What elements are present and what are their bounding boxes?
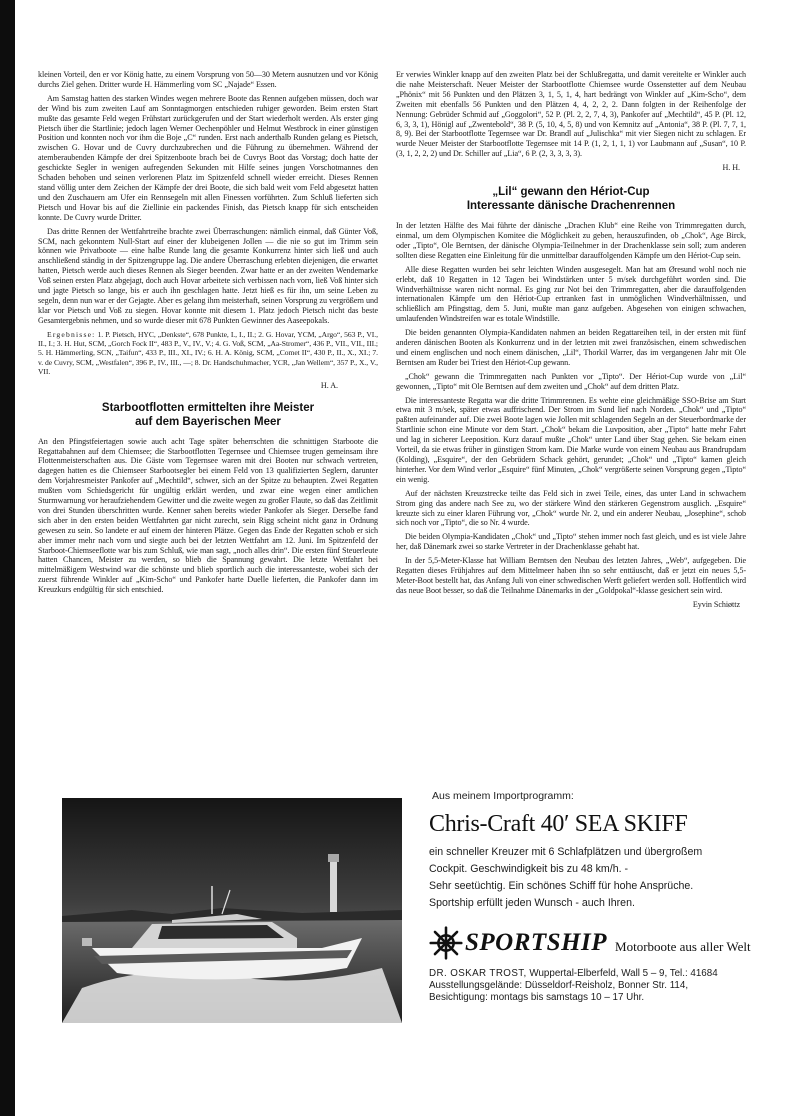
article3-paragraph: Alle diese Regatten wurden bei sehr leichten Winden ausgesegelt. Man hat am Øresund wohl noch nie erlebt, daß 10 Regatten in 12 Tagen bei Windstärken unter 5 m/sek durchgeführt worden sind. Die Windverhältnisse waren nicht normal. Es ging zur Not bei den Trimmregatten, aber die darauffolgenden internationalen Kämpfe um den Hériot-Cup ertranken fast in unmöglichen Windverhältnissen, und schließlich am Pfingsttag, dem 5. Juni, mußte man ganz aufgeben. Abgesehen von einigen schwachen, umlaufenden Windstreifen war es totale Windstille.	[396, 264, 746, 324]
ad-import-line: Aus meinem Importprogramm:	[432, 790, 574, 802]
ad-description-line: Sportship erfüllt jeden Wunsch - auch Ihren.	[429, 897, 635, 909]
ad-title: Chris-Craft 40′ SEA SKIFF	[429, 811, 688, 837]
ad-text-block	[429, 790, 759, 1004]
article2-continuation: Er verwies Winkler knapp auf den zweiten Platz bei der Schlußregatta, und damit vereitelte er Winkler auch die nahe Meisterschaft. Neuer Meister der Starbootflotte Chiemsee wurde Ossenstetter auf dem Neubau „Phönix“ mit 56 Punkten und den Plätzen 3, 1, 5, 1, 4, hart bedrängt von Winkler auf „Kim-Scho“, dem Zweiten mit ebenfalls 56 Punkten und den Plätzen 4, 4, 2, 2, 2. Dann folgten in der Reihenfolge der Nennung: Gebrüder Schmid auf „Goggolori“, 52 P. (Pl. 2, 2, 7, 4, 3), Pankofer auf „Mechtild“, 45 P. (Pl. 12, 6, 3, 3, 1), Hönigl auf „Zwentebold“, 38 P. (5, 10, 4, 5, 8) und von Kemnitz auf „Antonia“, 38 P. (Pl. 7, 7, 1, 8, 9). Bei der Starbootflotte Tegernsee war Dr. Brandl auf „Julischka“ mit vier Siegen nicht zu schlagen. Er wurde Neuer Meister der Starbootflotte Tegernsee mit 14 P. (1, 2, 1, 1, 1) vor Laubmann auf „Susan“, 10 P. (3, 1, 2, 2, 2) und Dr. Schiller auf „Lia“, 6 P. (2, 3, 3, 3, 3).	[396, 70, 746, 159]
article3-paragraph: In der letzten Hälfte des Mai führte der dänische „Drachen Klub“ eine Reihe von Trimmregatten durch, einmal, um dem Olympischen Komitee die Möglichkeit zu geben, herauszufinden, ob „Chok“, Age Birck, oder „Tipto“, Ole Berntsen, der dänische Olympia-Teilnehmer in der Drachenklasse sein soll; zum anderen sollten diese Regatten eine Einleitung für die unmittelbar darauffolgenden Kämpfe um den Hériot-Cup sein.	[396, 221, 746, 260]
article3-headline	[396, 185, 746, 213]
ad-description-line: Cockpit. Geschwindigkeit bis zu 48 km/h. -	[429, 863, 629, 875]
boat-photo	[62, 798, 402, 1023]
ad-description-line: Sehr seetüchtig. Ein schönes Schiff für hohe Ansprüche.	[429, 880, 694, 892]
article1-paragraph: kleinen Vorteil, den er vor König hatte, zu einem Vorsprung von 50—30 Metern ausnutzen und vor König durchs Ziel gehen. Dritter wurde H. Hämmerling vom SC „Najade“ Essen.	[38, 70, 378, 89]
left-column	[38, 70, 378, 599]
article2-headline-line2: auf dem Bayerischen Meer	[135, 415, 281, 428]
boat-photo-image	[62, 798, 402, 1023]
article3-headline-line1: „Lil“ gewann den Hériot-Cup	[492, 186, 650, 199]
article1-signature: H. A.	[320, 380, 338, 390]
article2-paragraph: An den Pfingstfeiertagen sowie auch acht Tage später beherrschten die schnittigen Starboote die Regattabahnen auf dem Chiemsee; die Starbootflotten Tegernsee und Chiemsee trugen gemeinsam ihre Flottenmeisterschaften aus. Die Gäste vom Tegernsee waren mit drei Booten nur schwach vertreten, dagegen hatten es die Chiemseer Starbootsegler bei einem Feld von 13 qualifizierten Seglern, darunter dem Vorjahresmeister Pankofer auf „Mechtild“, schwer, sich an der Spitze zu behaupten. Zwei Regatten mußten vom Schiedsgericht für ungültig erklärt werden, und zwar eine wegen einer amtlichen Sturmwarnung vor heraufziehendem Gewitter und die zweite wegen zu großer Flaute, so daß das Zeitlimit von drei Stunden überschritten wurde. Kenner sahen bereits wieder Pankofer als Sieger. Derselbe fand sich aber in den ersten beiden Wettfahrten gar nicht zurecht, sein Rigg scheint nicht ganz in Ordnung gewesen zu sein. So landete er auf einem der hinteren Plätze. Gegen das Ende der Regatten schob er sich aber immer mehr nach vorn und siegte auch bei der letzten Wettfahrt am 12. Juni. Im Spitzenfeld der Starboot-Chiemseeflotte war bis zum Schluß, wie man sagt, „noch alles drin“. Die ersten fünf Steuerleute hatten Chancen, Meister zu werden, so blieb die Spannung gewahrt. Die letzte Wettfahrt bei mittelmäßigem Westwind war die schönste und blieb sportlich auch die interessanteste, wobei sich der zuerst führende Winkler auf „Kim-Scho“ und Pankofer harte Duelle lieferten, die Pankofer dann im Kreuzkurs endgültig für sich entschied.	[38, 436, 378, 595]
brand-logo-text: SPORTSHIP	[465, 929, 608, 956]
article3-paragraph: In der 5,5-Meter-Klasse hat William Berntsen den Neubau des letzten Jahres, „Web“, aufgegeben. Die Regatten dieses Frühjahres auf dem Mittelmeer haben ihn so sehr enttäuscht, daß er jetzt ein neues 5,5-Meter-Boot bestellt hat, das Anfang Juli von einer schwedischen Werft geliefert werden soll. Hoffentlich wird das neue Boot besser, so daß die Teilnahme Dänemarks in der „Goldpokal“-klasse gesichert sein wird.	[396, 556, 746, 595]
article3-paragraph: Die interessanteste Regatta war die dritte Trimmrennen. Es wehte eine gleichmäßige SSO-Brise am Start etwa mit 3 m/sek, später etwas auffrischend. Der Strom im Sund lief nach Norden. „Chok“ und „Tipto“ paßten aufeinander auf. Die zwei Boote lagen wie Jollen mit schlagenden Segeln an der Steuerbordmarke der Startlinie schon eine Minute vor dem Start. „Chok“ bekam die Luvposition, aber „Tipto“ hatte mehr Fahrt und lag in sicherer Leeposition. Kurz darauf mußte „Chok“ unter Land über Stag gehen. Sie bekam einen Vorteil, da sie etwas früher in günstigen Strom kam. Die Marke wurde von einem Neubau aus Brandrupdam (Kolding), „Esquire“, der den Gebrüdern Schack gehört, gerundet; „Chok“ und „Tipto“ kamen gleich hinterher. Vor dem Wind verlor „Esquire“ fünf Minuten, „Chok“ vergrößerte seinen Vorsprung gegen „Tipto“ ein wenig.	[396, 395, 746, 484]
ad-address-rest: Wuppertal-Elberfeld, Wall 5 – 9, Tel.: 41684	[529, 968, 718, 979]
ad-exhibition: Ausstellungsgelände: Düsseldorf-Reisholz, Bonner Str. 114,	[429, 980, 689, 991]
right-column	[396, 70, 746, 616]
results-paragraph	[38, 330, 378, 377]
article3-paragraph: Auf der nächsten Kreuzstrecke teilte das Feld sich in zwei Teile, eines, das unter Land in schwachem Strom ging das andere nach See zu, wo der stärkere Wind den stärkeren Gegenstrom ausglich. „Esquire“ kreuzte sich zu einer klaren Führung vor, „Chok“ wurde Nr. 2, und ein anderer Neubau, „Josephine“, schob sich noch vor „Tipto“, die so Nr. 4 wurde.	[396, 488, 746, 528]
article3-headline-line2: Interessante dänische Drachenrennen	[466, 200, 676, 213]
brand-row	[429, 926, 759, 960]
ad-description-line: ein schneller Kreuzer mit 6 Schlafplätzen und übergroßem	[429, 846, 703, 858]
ship-wheel-icon	[429, 926, 463, 960]
results-text: 1. P. Pietsch, HYC, „Denkste“, 678 Punkte, I., I., II.; 2. G. Hovar, YCM, „Argo“, 563 P., VI., II., I.; 3. H. Hut, SCM, „Gorch Fock II“, 483 P., V., IV., V.; 4. G. Voß, SCM, „Aa-Stromer“, 436 P., VII., VII., III.; 5. H. Hämmerling, SCN, „Taifun“, 433 P., III., XI., IV.; 6. H. A. König, SCM, „Comet II“, 430 P., II., X., XI.; 7. v. de Cuvry, SCM, „Westfalen“, 396 P., IV., III., —; 8. Dr. Handschuhmacher, YCR, „Jan Wellem“, 357 P., X., V., VII.	[38, 329, 378, 377]
article1-paragraph: Am Samstag hatten des starken Windes wegen mehrere Boote das Rennen aufgeben müssen, doch war der Wind bis zum zweiten Lauf am Sonntagmorgen entschieden ruhiger geworden. Beim ersten Start mußte das gesamte Feld wegen Frühstart zurückgerufen und der Start wiederholt werden. Als erster ging Pietsch über die Startlinie; jedoch lagen Werner Oechenpöhler und Helmut Westbrock in einer günstigen Position und konnten noch vor ihm die Boje „C“ runden. Erst nach anderthalb Runden gelang es Pietsch, zwischen G. Hovar und de Cuvry durchzubrechen und die Führung zu übernehmen. Während der atemberaubenden Kämpfe der drei Spitzenboote brach bei de Cuvrys Boot das Vorstag; doch hatte der geschickte Segler in wenigen aufregenden Sekunden mit Hilfe seines jungen Vorschotmannes den Schaden behoben und seinen verlorenen Platz im Spitzenfeld schnell wieder erreicht. Dieses Rennen stand völlig unter dem Zeichen der Kämpfe der drei Boote, die sich bald weit vom Feld abgesetzt hatten und den Zuschauern am Ufer ein Rennsegeln mit allen Finessen vorführten. Zum Schluß lieferten sich Pietsch und Hovar bis auf die Ziellinie ein packendes Finish, das Pietsch knapp für sich entscheiden konnte. De Cuvry wurde Dritter.	[38, 93, 378, 222]
advertisement	[62, 790, 757, 1070]
scan-binding-edge	[0, 0, 15, 1116]
article2-headline-line1: Starbootflotten ermittelten ihre Meister	[101, 401, 315, 414]
results-label: Ergebnisse:	[47, 329, 96, 339]
article2-signature: H. H.	[722, 163, 740, 173]
article3-signature: Eyvin Schiøttz	[692, 599, 740, 609]
brand-tagline: Motorboote aus aller Welt	[615, 939, 751, 954]
article3-paragraph: Die beiden genannten Olympia-Kandidaten nahmen an beiden Regattareihen teil, in der ersten mit fünf anderen dänischen Booten als Konkurrenz und in der letzten mit zwei französischen, einem schwedischen und einem englischen und noch einem dänischen, „Lil“, Thorkil Warrer, das im vergangenen Jahr mit Ole Berntsen am Ruder bei Triest den Hériot-Cup gewann.	[396, 328, 746, 367]
ad-address-name: DR. OSKAR TROST,	[429, 968, 527, 979]
article1-paragraph: Das dritte Rennen der Wettfahrtreihe brachte zwei Überraschungen: nämlich einmal, daß Günter Voß, SCM, nach gekonntem Null-Start auf einer der klubeigenen Jollen — die nie so gut im Trimm sein können wie Privatboote — eine halbe Runde lang die gesamte Konkurrenz hinter sich ließ und auch anschließend ständig in der Spitzengruppe lag. Die andere Überraschung erlebten diejenigen, die erwartet hatten, Pietsch werde auch dieses Rennen als Sieger beenden. Zwar hatte er an der zweiten Wendemarke Voß seinen ersten Platz abgejagt, doch auch Hovar arbeitete sich verbissen nach vorn, ließ Voß hinter sich und jagte Pietsch so lange, bis er auch ihn geschlagen hatte. Jetzt hieß es für ihn, um seine Leben zu segeln, denn nun war er der Gejagte. Aber es gelang ihm meisterhaft, seinen Vorsprung zu vergrößern und klar vor Pietsch und Voß zu siegen. Hovar konnte mit diesem 1. Platz jedoch Pietsch nicht das beste Gesamtergebnis nehmen, und so wurde dieser mit 678 Punkten Gewinner des Aaseepokals.	[38, 226, 378, 325]
ad-address	[429, 968, 759, 1004]
article3-paragraph: Die beiden Olympia-Kandidaten „Chok“ und „Tipto“ stehen immer noch fast gleich, und es ist viele Jahre her, daß Dänemark zwei so starke Vertreter in der Drachenklasse gehabt hat.	[396, 532, 746, 552]
article3-paragraph: „Chok“ gewann die Trimmregatten nach Punkten vor „Tipto“. Der Hériot-Cup wurde von „Lil“ gewonnen, „Tipto“ mit Ole Berntsen auf dem zweiten und „Chok“ auf dem dritten Platz.	[396, 371, 746, 391]
article2-headline	[38, 401, 378, 429]
ad-hours: Besichtigung: montags bis samstags 10 – 17 Uhr.	[429, 992, 645, 1003]
